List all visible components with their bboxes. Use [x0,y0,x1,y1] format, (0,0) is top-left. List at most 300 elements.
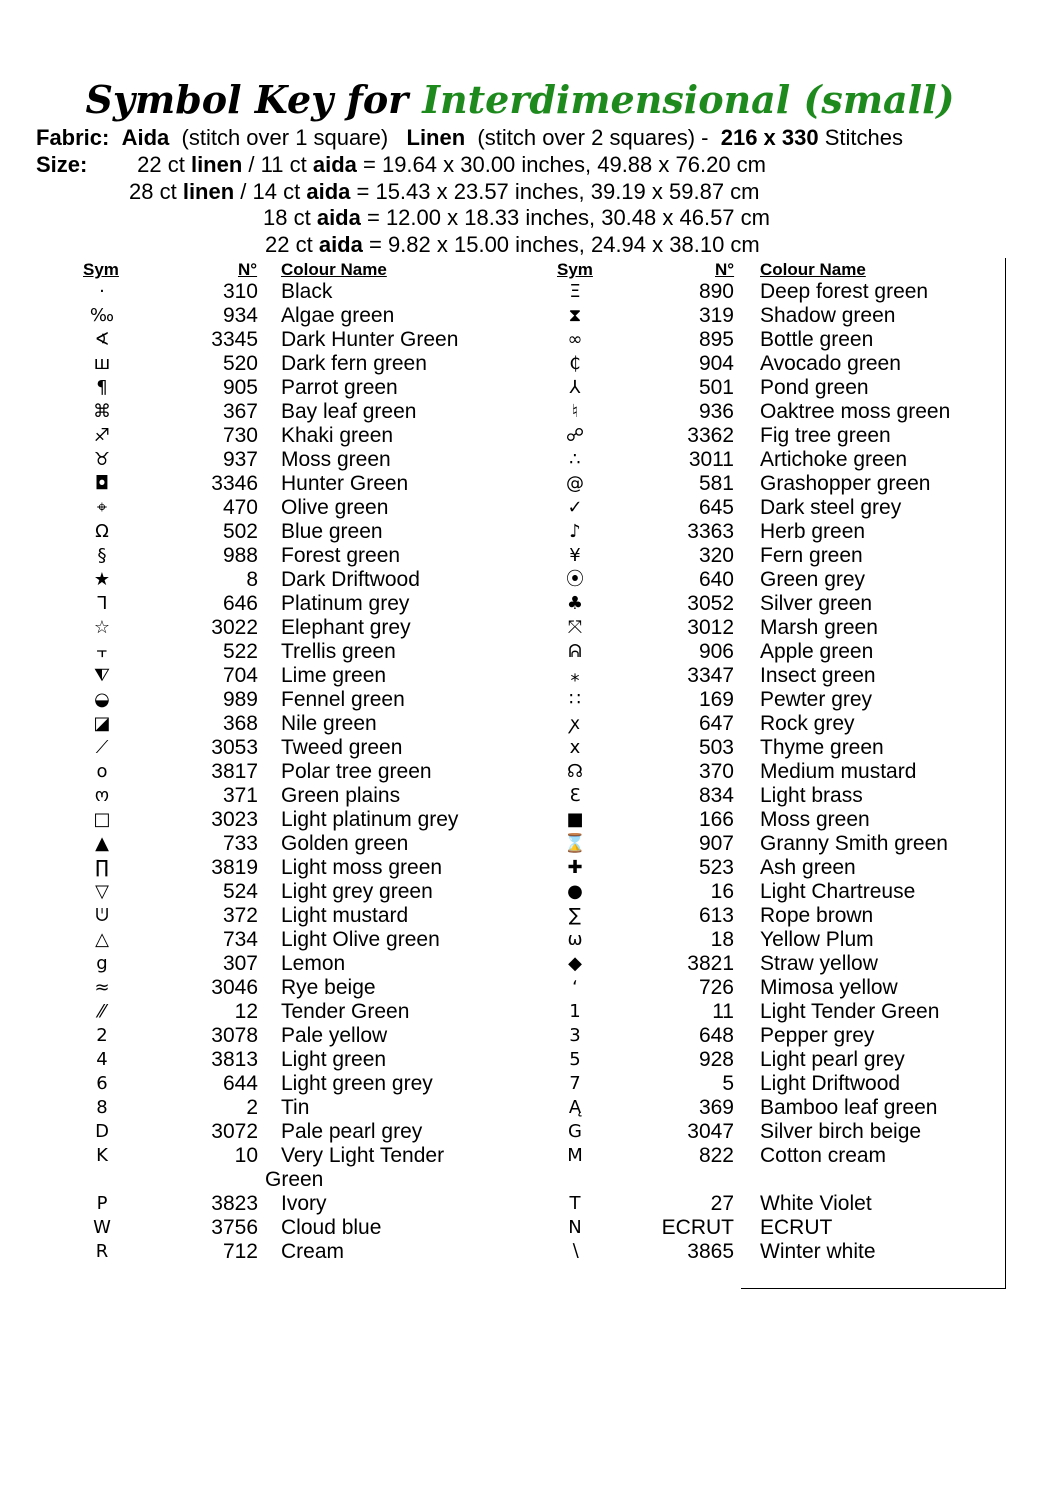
thread-number: 640 [698,568,734,591]
key-row [0,880,1060,904]
thread-number: 712 [222,1240,258,1263]
thread-number: 3047 [687,1120,734,1143]
thread-number: 369 [698,1096,734,1119]
colour-name [760,616,878,640]
colour-name-text: Pale pearl grey [281,1120,423,1143]
symbol-glyph: ‰ [89,305,115,326]
symbol-glyph: ¥ [569,545,581,566]
thread-number: 3363 [687,520,734,543]
colour-name-text: Cream [281,1240,345,1263]
colour-name [760,592,872,616]
right-header-sym: Sym [557,260,593,279]
colour-name-text: Light brass [760,784,863,807]
colour-name [760,1048,905,1072]
colour-name-text: Herb green [760,520,866,543]
colour-name-text: Fennel green [281,688,405,711]
colour-name-text: Silver birch beige [760,1120,922,1143]
colour-name [760,640,873,664]
thread-number: 906 [698,640,734,663]
symbol-glyph: o [96,761,108,782]
symbol-glyph: ო [94,785,110,806]
key-row [0,640,1060,664]
size-count: 22 ct [265,232,313,257]
key-row [0,1096,1060,1120]
symbol-glyph: ⧨ [93,665,111,686]
symbol-glyph: ω [567,929,583,950]
key-row [0,1192,1060,1216]
key-row [0,496,1060,520]
symbol-glyph: ♉ [93,449,111,470]
colour-name-text: Marsh green [760,616,878,639]
colour-name-text: Green plains [281,784,401,807]
colour-name-text: Polar tree green [281,760,432,783]
colour-name-text: White Violet [760,1192,872,1215]
thread-number: 319 [698,304,734,327]
size-dimensions: = 9.82 x 15.00 inches, 24.94 x 38.10 cm [368,232,760,257]
colour-name-text: Mimosa yellow [760,976,898,999]
key-row [0,1048,1060,1072]
colour-name-text: Light grey green [281,880,433,903]
symbol-glyph: Ω [95,521,109,542]
key-row [0,928,1060,952]
symbol-glyph: 4 [96,1049,108,1070]
key-row [0,856,1060,880]
size-count: 18 ct [263,205,311,230]
colour-name-text: Dark Hunter Green [281,328,459,351]
symbol-glyph: ∴ [569,449,581,470]
key-row [0,832,1060,856]
symbol-glyph: § [97,545,107,566]
page-title [0,72,1040,128]
colour-name-text: Ivory [281,1192,327,1215]
thread-number: 907 [698,832,734,855]
colour-name [760,1192,872,1216]
key-row [0,1144,1060,1168]
key-row [0,376,1060,400]
thread-number: 645 [698,496,734,519]
colour-name-text: Light platinum grey [281,808,459,831]
symbol-glyph: 3 [569,1025,581,1046]
colour-name [760,1000,939,1024]
thread-number: 934 [222,304,258,327]
colour-name-text: Deep forest green [760,280,929,303]
colour-name-text: Pepper grey [760,1024,875,1047]
thread-number: 647 [698,712,734,735]
thread-number: 3012 [687,616,734,639]
colour-name-text: Tin [281,1096,310,1119]
fabric-line [36,125,1060,151]
size-count: 22 ct [137,152,185,177]
size-dimensions: = 19.64 x 30.00 inches, 49.88 x 76.20 cm [363,152,766,177]
symbol-glyph: ☊ [567,761,583,782]
symbol-glyph: ⌛ [563,833,587,854]
colour-name [760,832,948,856]
left-header-name: Colour Name [281,260,387,279]
key-row [0,352,1060,376]
colour-name-text: Straw yellow [760,952,878,975]
colour-name-text: Lemon [281,952,346,975]
key-row [0,304,1060,328]
symbol-glyph: ¶ [96,377,108,398]
thread-number: 905 [222,376,258,399]
thread-number: 8 [246,568,258,591]
thread-number: 928 [698,1048,734,1071]
key-row [0,712,1060,736]
symbol-glyph: x [569,737,581,758]
size-line-4 [265,232,1060,258]
size-fabric: aida [312,152,357,177]
key-row [0,544,1060,568]
colour-name-text: Granny Smith green [760,832,948,855]
symbol-glyph: ∖ [569,1241,581,1262]
thread-number: 310 [222,280,258,303]
colour-name [760,688,872,712]
thread-number: 834 [698,784,734,807]
symbol-glyph: ₵ [569,353,581,374]
colour-name-text: Pewter grey [760,688,873,711]
colour-name [760,1120,921,1144]
colour-name-text: Lime green [281,664,387,687]
colour-name-text: Thyme green [760,736,884,759]
key-row [0,1024,1060,1048]
symbol-glyph: ☆ [93,617,111,638]
colour-name-text: Green grey [760,568,866,591]
thread-number: 320 [698,544,734,567]
thread-number: 12 [234,1000,258,1023]
colour-name-text: Light Chartreuse [760,880,916,903]
thread-number: 3078 [211,1024,258,1047]
symbol-glyph: T [569,1193,581,1214]
symbol-glyph: 7 [569,1073,581,1094]
symbol-glyph: D [95,1121,109,1142]
colour-name-text: Forest green [281,544,401,567]
symbol-glyph: ⫟ [96,641,108,662]
colour-name [760,328,873,352]
symbol-glyph: 1 [569,1001,581,1022]
symbol-glyph: g [96,953,108,974]
thread-number: 730 [222,424,258,447]
symbol-glyph: ● [567,881,583,902]
colour-name-text: Light Tender Green [760,1000,940,1023]
thread-number: 502 [222,520,258,543]
thread-number: 704 [222,664,258,687]
key-row [0,664,1060,688]
thread-number: 367 [222,400,258,423]
thread-number: 368 [222,712,258,735]
key-row [0,424,1060,448]
key-row [0,616,1060,640]
thread-number: 501 [698,376,734,399]
thread-number: 890 [698,280,734,303]
symbol-glyph: ∏ [95,857,109,878]
key-row [0,952,1060,976]
symbol-glyph: W [93,1217,111,1238]
symbol-glyph: ▲ [95,833,109,854]
thread-number: 822 [698,1144,734,1167]
thread-number: 644 [222,1072,258,1095]
colour-name-text: Fern green [760,544,863,567]
colour-name-text: Trellis green [281,640,396,663]
table-bottom-border [741,1288,1006,1289]
symbol-glyph: Ą [568,1097,582,1118]
colour-name-text: Elephant grey [281,616,411,639]
key-row [0,808,1060,832]
colour-name-text: Ash green [760,856,856,879]
colour-name-text: Tender Green [281,1000,410,1023]
key-row [0,784,1060,808]
key-row [0,1240,1060,1264]
key-row [0,328,1060,352]
size-fabric: aida [318,232,363,257]
fabric-dims: 216 x 330 [720,125,819,150]
symbol-glyph: ш [93,353,111,374]
colour-name-text: Light Olive green [281,928,440,951]
colour-name [760,1240,876,1264]
colour-name-text: Golden green [281,832,409,855]
colour-name-text: Light Driftwood [760,1072,901,1095]
thread-number: 169 [698,688,734,711]
colour-name-text: Light mustard [281,904,409,927]
symbol-glyph: 6 [96,1073,108,1094]
colour-name-text: Light pearl grey [760,1048,905,1071]
left-header-num: N° [238,260,258,279]
colour-name-text: Hunter Green [281,472,409,495]
colour-name-text: Olive green [281,496,389,519]
colour-name-text: Medium mustard [760,760,917,783]
symbol-glyph: ⤧ [567,617,583,638]
thread-number: ECRUT [661,1216,734,1239]
colour-name [760,1144,886,1168]
colour-name-text: Rye beige [281,976,376,999]
fabric-aida-note: (stitch over 1 square) [181,125,389,150]
colour-name-text: Artichoke green [760,448,908,471]
key-row [0,976,1060,1000]
key-row [0,1072,1060,1096]
colour-name-text: Khaki green [281,424,394,447]
symbol-glyph: ✓ [567,497,583,518]
symbol-glyph: ʻ [572,977,578,998]
key-row [0,1000,1060,1024]
colour-name-text: Dark steel grey [760,496,902,519]
thread-number: 3023 [211,808,258,831]
table-right-border [1005,258,1006,1288]
colour-name-text: Black [281,280,333,303]
colour-name-text: Nile green [281,712,377,735]
key-row [0,448,1060,472]
colour-name [760,1096,937,1120]
size-count: / 11 ct [248,152,307,177]
colour-name-text: Parrot green [281,376,398,399]
colour-name-text: Blue green [281,520,383,543]
colour-name [760,760,916,784]
thread-number: 3052 [687,592,734,615]
colour-name [760,856,856,880]
symbol-glyph: ◪ [93,713,111,734]
colour-name-text: Cotton cream [760,1144,887,1167]
size-dimensions: = 15.43 x 23.57 inches, 39.19 x 59.87 cm [356,179,760,204]
colour-name [760,568,865,592]
thread-number: 370 [698,760,734,783]
colour-name [760,1216,832,1240]
thread-number: 613 [698,904,734,927]
colour-name-text: Tweed green [281,736,403,759]
thread-number: 307 [222,952,258,975]
symbol-glyph: □ [93,809,111,830]
key-row [0,280,1060,304]
size-fabric: aida [316,205,361,230]
thread-number: 3345 [211,328,258,351]
thread-number: 520 [222,352,258,375]
symbol-glyph: K [96,1145,108,1166]
thread-number: 10 [234,1144,258,1167]
thread-number: 936 [698,400,734,423]
thread-number: 3072 [211,1120,258,1143]
colour-name [760,736,884,760]
thread-number: 372 [222,904,258,927]
symbol-glyph: P [96,1193,108,1214]
colour-name-text: Cloud blue [281,1216,382,1239]
symbol-glyph: ∞ [567,329,583,350]
left-header-sym: Sym [83,260,119,279]
thread-number: 3817 [211,760,258,783]
colour-name [760,1072,900,1096]
right-header-name: Colour Name [760,260,866,279]
symbol-glyph: ∷ [569,689,581,710]
size-fabric: aida [306,179,351,204]
thread-number: 3347 [687,664,734,687]
symbol-glyph: ᕱ [568,641,582,662]
symbol-glyph: ☍ [565,425,585,446]
symbol-glyph: ◒ [94,689,110,710]
symbol-glyph: ⅄ [569,377,581,398]
key-row [0,1120,1060,1144]
thread-number: 503 [698,736,734,759]
thread-number: 3821 [687,952,734,975]
colour-name [760,976,898,1000]
thread-number: 3046 [211,976,258,999]
thread-number: 646 [222,592,258,615]
key-row [0,592,1060,616]
colour-name [760,784,863,808]
thread-number: 523 [698,856,734,879]
colour-name [760,880,915,904]
symbol-glyph: ♣ [566,593,584,614]
colour-name [760,928,874,952]
colour-name-text: Light green grey [281,1072,433,1095]
key-row [0,520,1060,544]
thread-number: 5 [722,1072,734,1095]
colour-name-text: ECRUT [760,1216,833,1239]
thread-number: 3362 [687,424,734,447]
symbol-glyph: ⁄⁄ [98,1001,105,1022]
colour-name-text: Bamboo leaf green [760,1096,938,1119]
thread-number: 648 [698,1024,734,1047]
fabric-dims-suffix: Stitches [824,125,903,150]
key-row [0,904,1060,928]
symbol-glyph: Ξ [569,281,581,302]
title-prefix: Symbol Key for [85,77,409,122]
symbol-glyph: ᕫ [95,905,109,926]
thread-number: 734 [222,928,258,951]
symbol-glyph: 8 [96,1097,108,1118]
symbol-glyph: 2 [96,1025,108,1046]
colour-name-text: Grashopper green [760,472,931,495]
symbol-glyph: ★ [93,569,111,590]
colour-name [760,472,930,496]
colour-name-text: Light moss green [281,856,443,879]
colour-name-text: Bottle green [760,328,874,351]
thread-number: 733 [222,832,258,855]
key-row [0,1216,1060,1240]
symbol-glyph: ⧗ [568,305,582,326]
thread-number: 904 [698,352,734,375]
symbol-glyph: ◆ [568,953,582,974]
colour-name-text: Oaktree moss green [760,400,951,423]
size-line-1 [36,152,1060,178]
colour-name-text: Fig tree green [760,424,891,447]
symbol-glyph: ∢ [94,329,110,350]
colour-name-text: Pale yellow [281,1024,388,1047]
thread-number: 726 [698,976,734,999]
title-pattern-name: Interdimensional (small) [422,77,955,122]
thread-number: 3011 [688,448,734,471]
thread-number: 11 [712,1000,734,1023]
thread-number: 989 [222,688,258,711]
key-row [0,760,1060,784]
size-fabric: linen [190,152,243,177]
colour-name-text: Insect green [760,664,876,687]
colour-name-text: Rock grey [760,712,855,735]
symbol-glyph: @ [566,473,584,494]
colour-name [760,304,895,328]
symbol-glyph: △ [95,929,109,950]
colour-name-text: Shadow green [760,304,896,327]
colour-name-text: Yellow Plum [760,928,874,951]
colour-name [760,496,901,520]
colour-name-text: Very Light Tender [281,1144,445,1167]
thread-number: 3346 [211,472,258,495]
thread-number: 3053 [211,736,258,759]
colour-name-continuation: Green [265,1168,324,1191]
fabric-linen-note: (stitch over 2 squares) - [477,125,709,150]
symbol-glyph: ꭗ [570,713,580,734]
symbol-glyph: ▽ [95,881,109,902]
symbol-glyph: ♐ [93,425,111,446]
colour-name-text: Winter white [760,1240,876,1263]
symbol-glyph: G [568,1121,582,1142]
symbol-glyph: ✚ [567,857,583,878]
fabric-aida: Aida [121,125,170,150]
symbol-glyph: M [567,1145,583,1166]
symbol-glyph: ∑ [568,905,582,926]
colour-name-text: Platinum grey [281,592,410,615]
thread-number: 937 [222,448,258,471]
colour-name [760,280,928,304]
colour-name [760,1024,874,1048]
symbol-glyph: ◘ [94,473,110,494]
symbol-glyph: ᒣ [96,593,108,614]
colour-name-text: Avocado green [760,352,901,375]
colour-name-text: Apple green [760,640,874,663]
colour-name [760,904,873,928]
symbol-glyph: N [568,1217,582,1238]
size-count: / 14 ct [240,179,301,204]
colour-name [760,376,869,400]
thread-number: 27 [710,1192,734,1215]
thread-number: 166 [698,808,734,831]
colour-name-text: Pond green [760,376,869,399]
colour-name [760,424,891,448]
